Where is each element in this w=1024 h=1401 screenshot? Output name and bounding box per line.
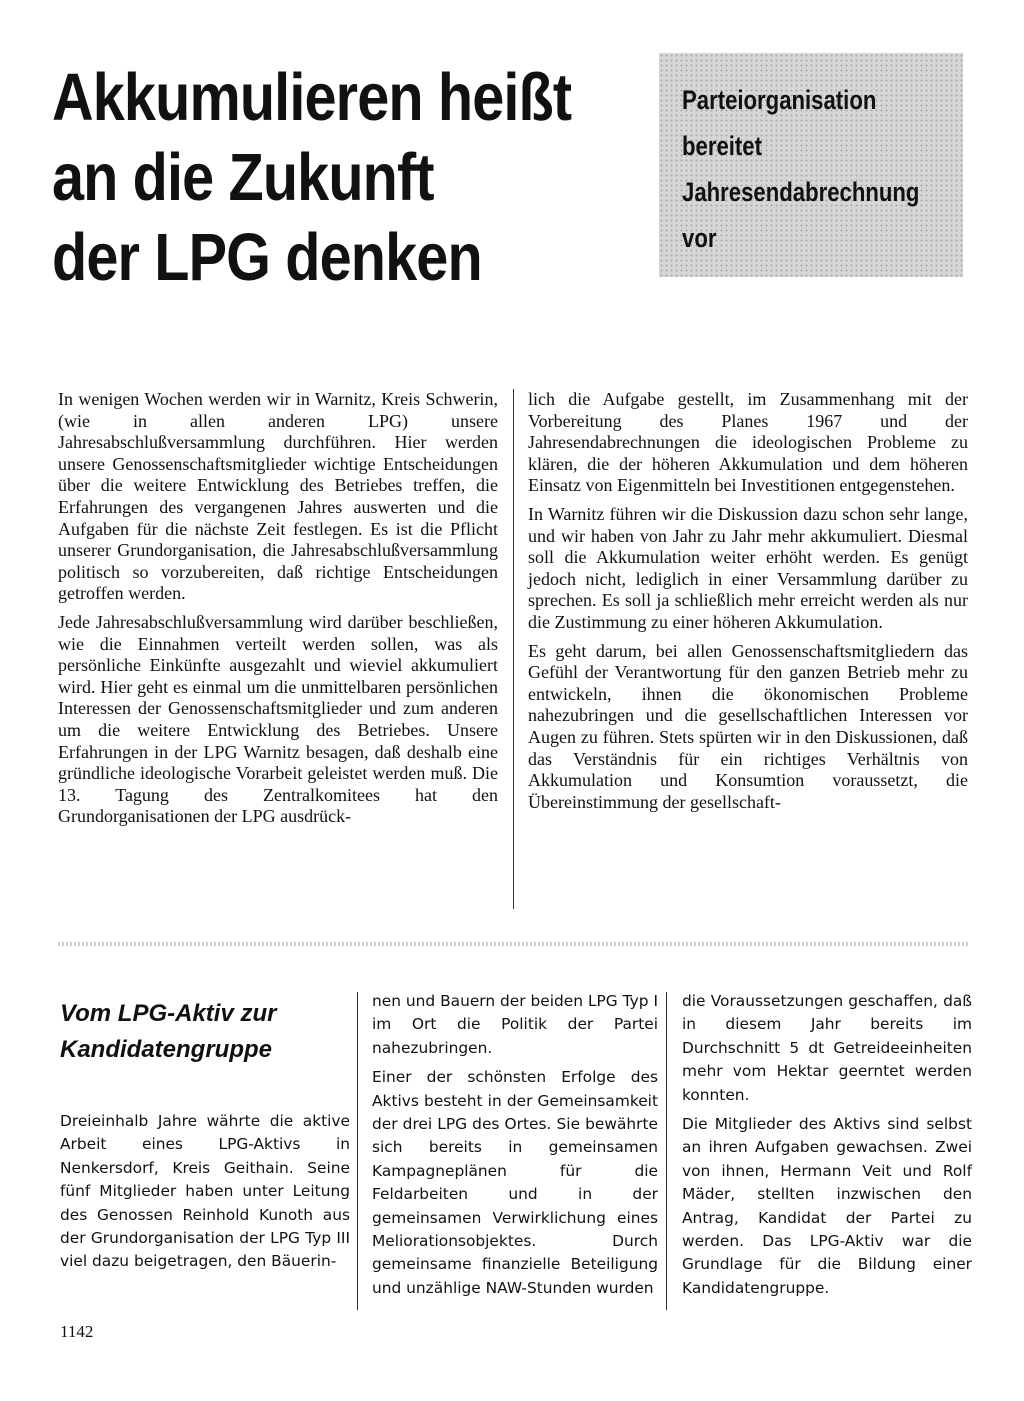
article-lpg-aktiv [60, 990, 972, 1310]
paragraph: Einer der schönsten Erfolge des Aktivs besteht in der Gemeinsamkeit der drei LPG des Ortes. Sie bewährte sich bereits in gemeinsamen Kampagneplänen für die Feldarbeiten und in der gemeinsamen Verwirklichung eines Meliorationsobjektes. Durch gemeinsame finanzielle Beteiligung und unzählige NAW-Stunden wurden [372, 1068, 658, 1297]
article-title-line: Kandidatengruppe [60, 1036, 273, 1063]
headline [52, 58, 572, 298]
subheadline-line: Jahresendabrechnung [682, 177, 920, 207]
column-divider [357, 992, 358, 1310]
subheadline-line: bereitet [682, 131, 762, 161]
column-divider [513, 389, 514, 909]
subheadline-line: vor [682, 223, 717, 253]
article-column-left [58, 389, 498, 835]
article-accumulation [58, 389, 968, 909]
headline-line: an die Zukunft [52, 140, 434, 215]
section-divider [58, 942, 970, 946]
paragraph: lich die Aufgabe gestellt, im Zusammenhang mit der Vorbereitung des Planes 1967 und der Jahresendabrechnungen die ideologischen Probleme zu klären, die der höheren Akkumulation und dem höheren Einsatz von Eigenmitteln bei Investitionen entgegenstehen. [528, 389, 968, 496]
subheadline-line: Parteiorganisation [682, 85, 877, 115]
paragraph: In Warnitz führen wir die Diskussion dazu schon sehr lange, und wir haben von Jahr zu Jahr mehr akkumuliert. Diesmal soll die Akkumulation weiter erhöht werden. Es genügt jedoch nicht, lediglich in einer Versammlung darüber zu sprechen. Es soll ja schließlich mehr erreicht werden als nur die Zustimmung zu einer höheren Akkumulation. [528, 503, 968, 632]
article-column-1 [60, 1110, 350, 1280]
article-title [60, 996, 350, 1068]
paragraph: Dreieinhalb Jahre währte die aktive Arbeit eines LPG-Aktivs in Nenkersdorf, Kreis Geithain. Seine fünf Mitglieder haben unter Leitung des Genossen Reinhold Kunoth aus der Grundorganisation der LPG Typ III viel dazu beigetragen, den Bäuerin- [60, 1112, 350, 1271]
article-title-line: Vom LPG-Aktiv zur [60, 1000, 277, 1027]
paragraph: In wenigen Wochen werden wir in Warnitz, Kreis Schwerin, (wie in allen anderen LPG) unsere Jahresabschlußversammlung durchführen. Hier werden unsere Genossenschaftsmitglieder wichtige Entscheidungen über die weitere Entwicklung des Betriebes treffen, die Erfahrungen des vergangenen Jahres auswerten und die Aufgaben für die nächste Zeit festlegen. Es ist die Pflicht unserer Grundorganisation, die Jahresabschlußversammlung politisch so vorzubereiten, daß richtige Entscheidungen getroffen werden. [58, 389, 498, 604]
headline-line: Akkumulieren heißt [52, 60, 572, 135]
subheadline-box [659, 53, 963, 277]
paragraph: Die Mitglieder des Aktivs sind selbst an ihren Aufgaben gewachsen. Zwei von ihnen, Hermann Veit und Rolf Mäder, stellten inzwischen den Antrag, Kandidat der Partei zu werden. Das LPG-Aktiv war die Grundlage für die Bildung einer Kandidatengruppe. [682, 1115, 972, 1297]
headline-line: der LPG denken [52, 220, 482, 295]
page-number: 1142 [60, 1322, 94, 1341]
article-column-2 [372, 990, 658, 1306]
column-divider [666, 992, 667, 1310]
paragraph: Jede Jahresabschlußversammlung wird darüber beschließen, wie die Einnahmen verteilt werden sollen, was als persönliche Einkünfte ausgezahlt und wieviel akkumuliert wird. Hier geht es einmal um die unmittelbaren persönlichen Interessen der Genossenschaftsmitglieder und zum anderen um die weitere Entwicklung des Betriebes. Unsere Erfahrungen in der LPG Warnitz besagen, daß deshalb eine gründliche ideologische Vorarbeit geleistet werden muß. Die 13. Tagung des Zentralkomitees hat den Grundorganisationen der LPG ausdrück- [58, 611, 498, 827]
paragraph: nen und Bauern der beiden LPG Typ I im Ort die Politik der Partei nahezubringen. [372, 992, 658, 1057]
paragraph: Es geht darum, bei allen Genossenschaftsmitgliedern das Gefühl der Verantwortung für den ganzen Betrieb mehr zu entwickeln, ihnen die ökonomischen Probleme nahezubringen und die gesellschaftlichen Interessen vor Augen zu führen. Stets spürten wir in den Diskussionen, daß das Verständnis für ein richtiges Verhältnis von Akkumulation und Konsumtion voraussetzt, die Übereinstimmung der gesellschaft- [528, 640, 968, 812]
article-column-3 [682, 990, 972, 1306]
paragraph: die Voraussetzungen geschaffen, daß in diesem Jahr bereits im Durchschnitt 5 dt Getreideeinheiten mehr vom Hektar geerntet werden konnten. [682, 992, 972, 1104]
article-column-right [528, 389, 968, 820]
